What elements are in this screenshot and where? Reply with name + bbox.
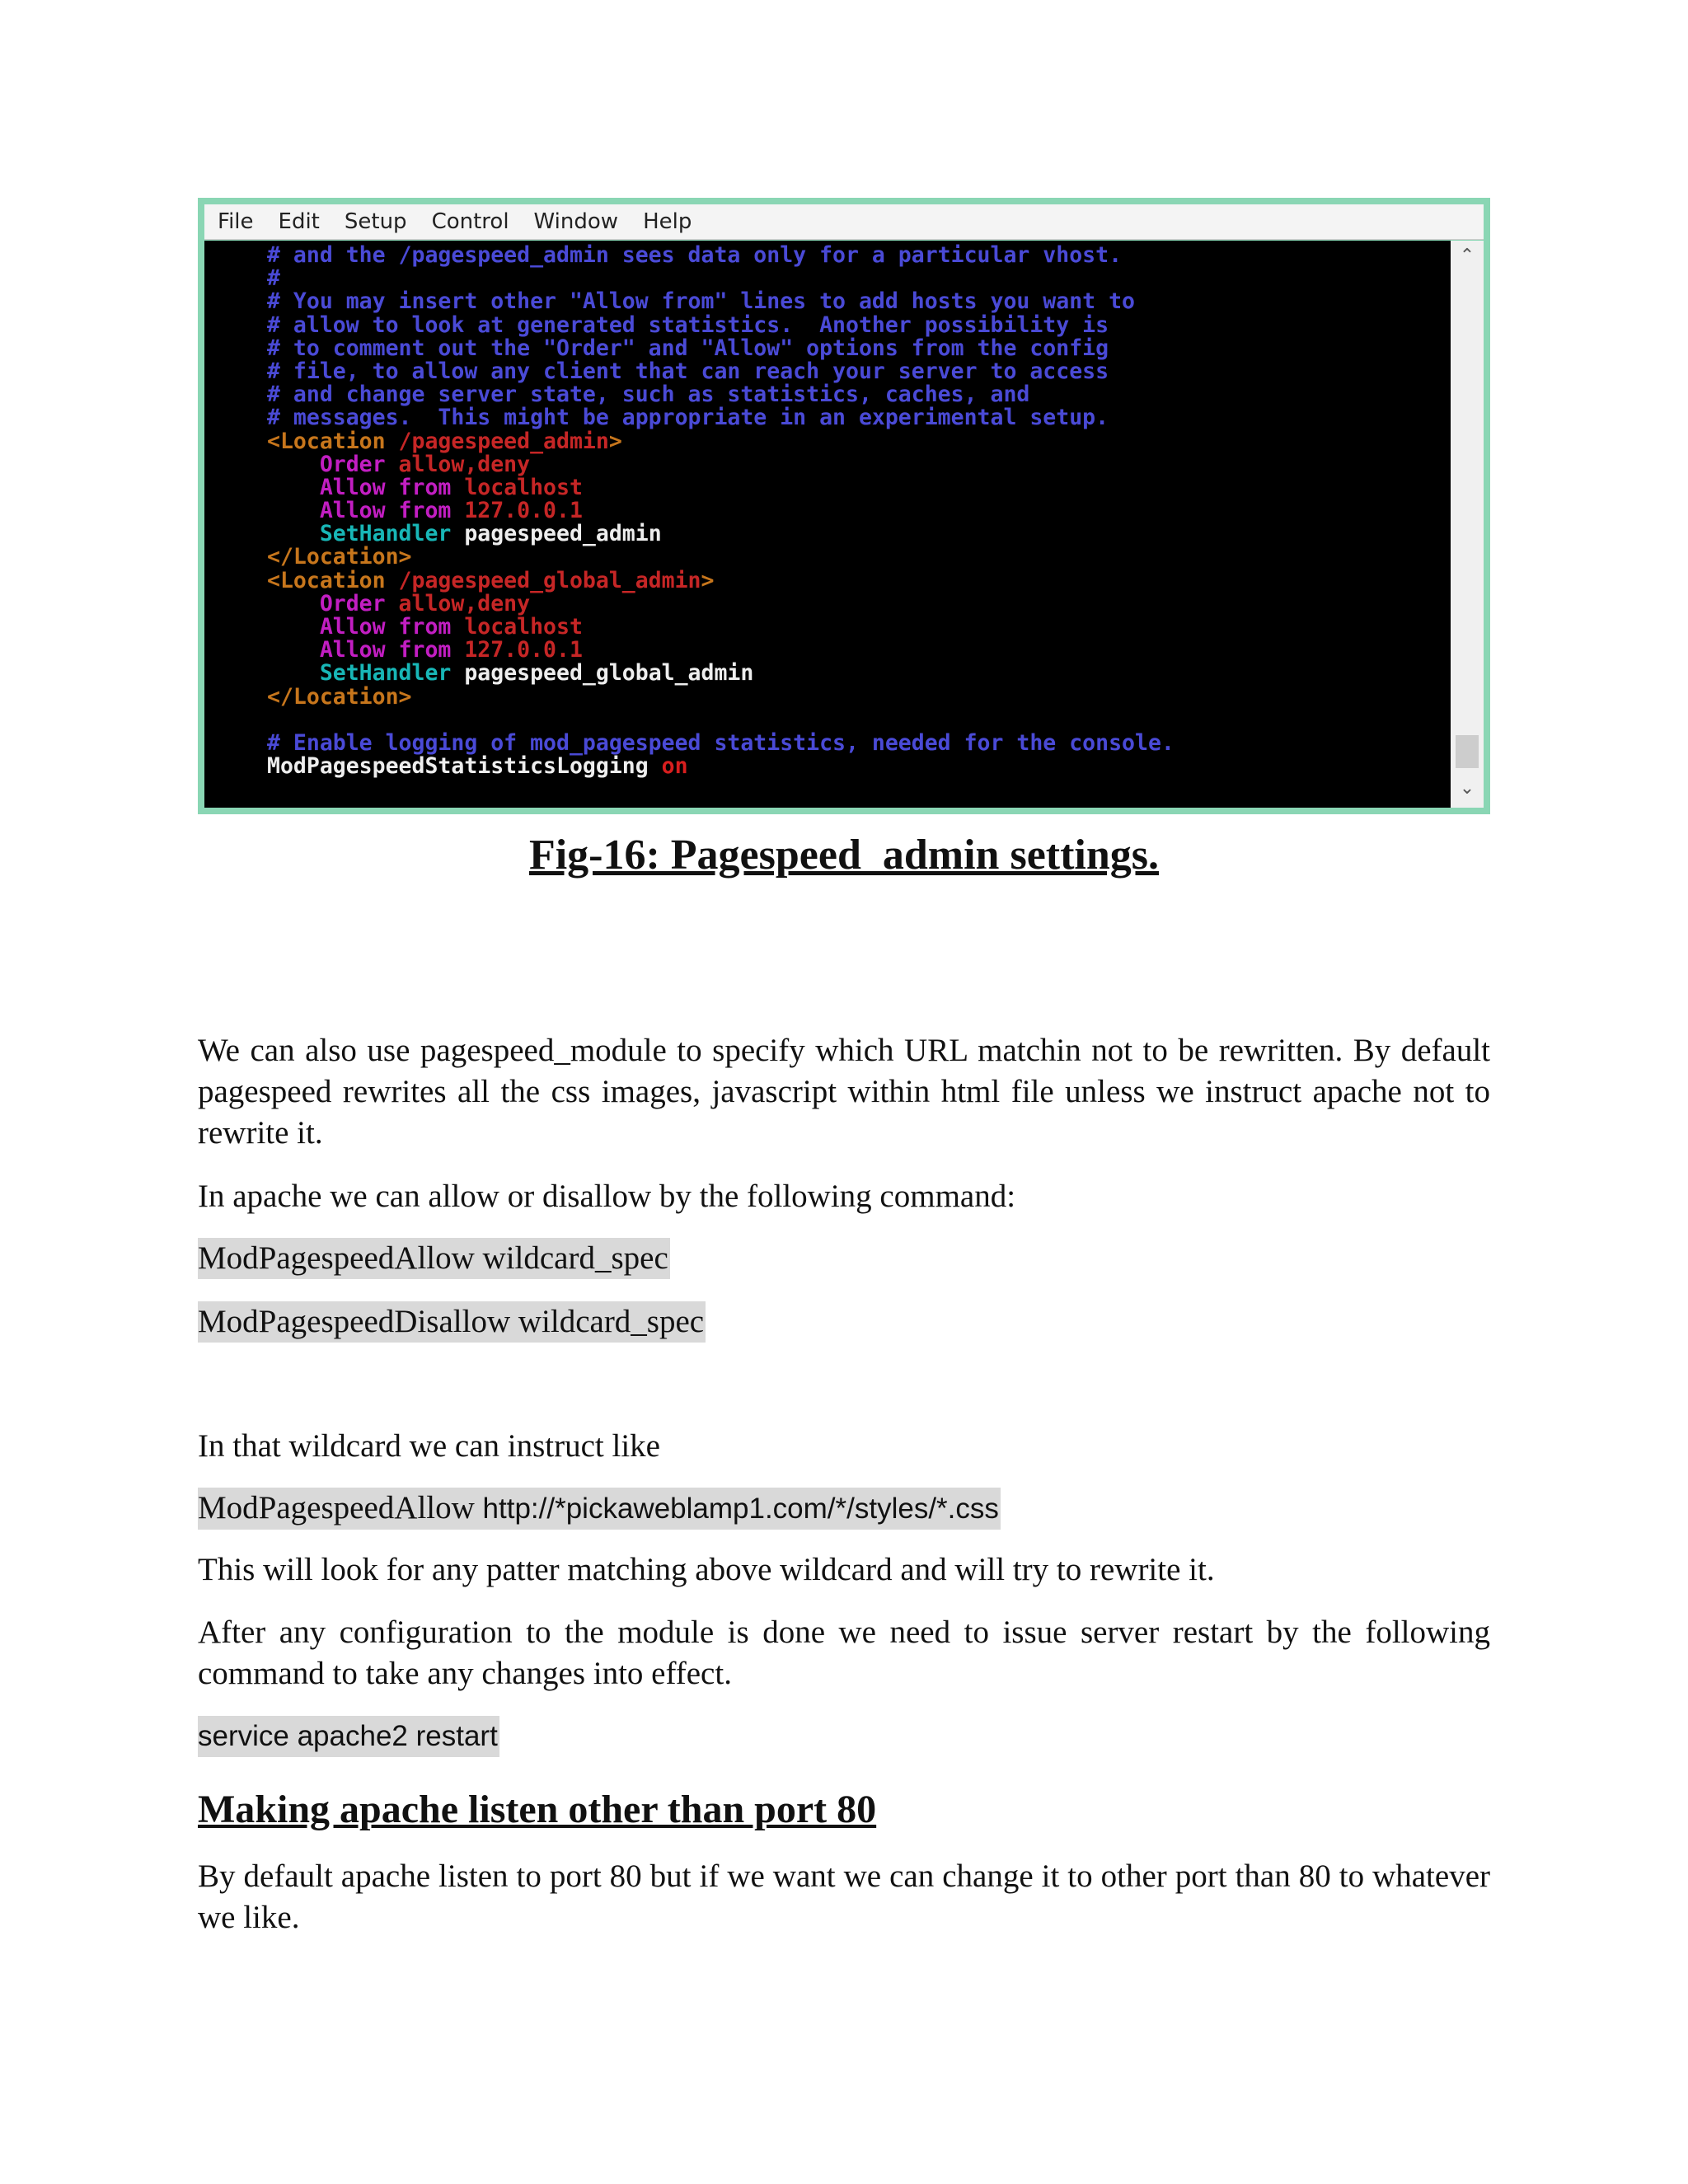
menu-control[interactable]: Control: [431, 209, 509, 234]
code-token: # file, to allow any client that can reach your server to access: [267, 358, 1109, 384]
code-line: [267, 360, 1388, 383]
menu-edit[interactable]: Edit: [278, 209, 320, 234]
config-code: [267, 244, 1388, 778]
code-token: pagespeed_admin: [464, 521, 662, 547]
code-line: [267, 590, 1388, 616]
code-disallow: ModPagespeedDisallow wildcard_spec: [198, 1301, 706, 1343]
code-token: allow,deny: [398, 451, 531, 477]
code-token: # messages. This might be appropriate in an experimental setup.: [267, 405, 1109, 431]
code-token: ModPagespeedStatisticsLogging: [267, 753, 662, 780]
code-allow: ModPagespeedAllow wildcard_spec: [198, 1238, 670, 1279]
chevron-up-icon[interactable]: ⌃: [1459, 246, 1475, 266]
code-token: Order: [267, 451, 399, 477]
code-token: # Enable logging of mod_pagespeed statistics, needed for the console.: [267, 729, 1175, 756]
code-token: <Location: [267, 428, 399, 454]
paragraph-pattern: This will look for any patter matching above wildcard and will try to rewrite it.: [198, 1552, 1215, 1587]
code-token: # and the /pagespeed_admin sees data only for a particular vhost.: [267, 242, 1123, 268]
figure-caption: Fig-16: Pagespeed_admin settings.: [528, 832, 1160, 879]
code-line: [267, 476, 1388, 499]
menu-help[interactable]: Help: [643, 209, 692, 234]
code-token: >: [701, 567, 715, 593]
code-token: </Location>: [267, 544, 412, 570]
code-allow-prefix: ModPagespeedAllow: [198, 1490, 483, 1526]
code-token: Allow from: [267, 637, 465, 663]
code-line: [267, 755, 1388, 778]
code-line: [267, 616, 1388, 639]
paragraph-wildcard: In that wildcard we can instruct like: [198, 1428, 660, 1464]
code-line: [267, 267, 1388, 290]
code-token: /pagespeed_global_admin: [398, 567, 701, 593]
menu-file[interactable]: File: [218, 209, 254, 234]
code-token: # allow to look at generated statistics. Another possibility is: [267, 312, 1109, 338]
code-line: [267, 683, 1388, 710]
code-token: Allow from: [267, 614, 465, 640]
code-line: [267, 430, 1388, 453]
code-line: [267, 290, 1388, 313]
code-token: Allow from: [267, 474, 465, 500]
code-token: /pagespeed_admin: [398, 428, 609, 454]
code-token: 127.0.0.1: [464, 498, 583, 524]
code-line: [267, 383, 1388, 406]
code-line: [267, 406, 1388, 429]
code-line: [267, 499, 1388, 523]
code-token: # to comment out the "Order" and "Allow" options from the config: [267, 335, 1109, 361]
code-line: [267, 546, 1388, 569]
code-token: localhost: [464, 614, 583, 640]
code-token: on: [661, 753, 688, 780]
paragraph-port: By default apache listen to port 80 but if we want we can change it to other port than 80 to whatever we like.: [198, 1858, 1490, 1935]
paragraph-restart: After any configuration to the module is done we need to issue server restart by the following command to take any changes into effect.: [198, 1615, 1490, 1691]
code-allow-example: [198, 1488, 1001, 1530]
code-token: Allow from: [267, 498, 465, 524]
scroll-thumb[interactable]: [1456, 735, 1479, 768]
code-token: 127.0.0.1: [464, 637, 583, 663]
paragraph-pagespeed-module: We can also use pagespeed_module to specify which URL matchin not to be rewritten. By default pagespeed rewrites all the css images, javascript within html file unless we instruct apache not to rewrite it.: [198, 1033, 1490, 1151]
menu-bar: [204, 204, 1484, 240]
code-line: [267, 569, 1388, 593]
code-token: Order: [267, 590, 399, 616]
chevron-down-icon[interactable]: ⌄: [1459, 778, 1475, 799]
code-restart: service apache2 restart: [198, 1716, 499, 1757]
code-token: # You may insert other "Allow from" lines to add hosts you want to: [267, 288, 1135, 315]
code-allow-url: http://*pickaweblamp1.com/*/styles/*.css: [482, 1493, 999, 1525]
terminal-screen[interactable]: [204, 241, 1484, 808]
code-token: </Location>: [267, 683, 412, 710]
code-token: allow,deny: [398, 590, 531, 616]
code-token: #: [267, 265, 280, 292]
code-line: [267, 337, 1388, 360]
code-line: [267, 709, 1388, 732]
scrollbar[interactable]: [1451, 241, 1484, 808]
code-token: >: [608, 428, 622, 454]
code-line: [267, 662, 1388, 685]
menu-window[interactable]: Window: [533, 209, 619, 234]
terminal-window: [198, 198, 1490, 814]
code-line: [267, 523, 1388, 546]
code-line: [267, 244, 1388, 267]
code-token: <Location: [267, 567, 399, 593]
code-token: SetHandler: [267, 660, 465, 687]
menu-setup[interactable]: Setup: [344, 209, 407, 234]
paragraph-allow-disallow: In apache we can allow or disallow by the following command:: [198, 1179, 1016, 1214]
code-token: # and change server state, such as statistics, caches, and: [267, 382, 1030, 408]
code-line: [267, 314, 1388, 337]
code-token: pagespeed_global_admin: [464, 660, 754, 687]
code-token: localhost: [464, 474, 583, 500]
code-line: [267, 639, 1388, 662]
code-token: SetHandler: [267, 521, 465, 547]
section-heading: Making apache listen other than port 80: [198, 1788, 877, 1831]
code-line: [267, 453, 1388, 476]
code-line: [267, 729, 1388, 756]
